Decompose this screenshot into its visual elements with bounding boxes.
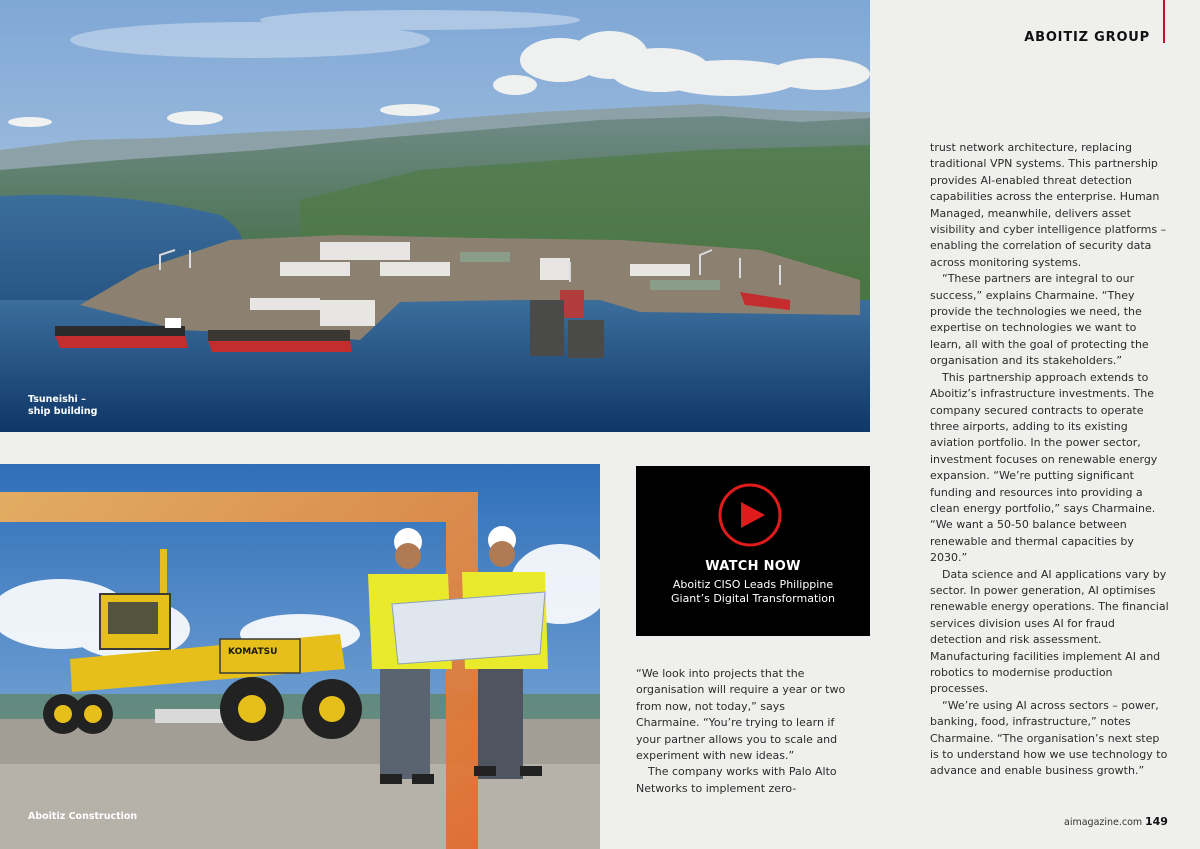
paragraph: “We look into projects that the organisation will require a year or two from now, not today,” says Charmaine. “You’re trying to learn if your partner allows you to scale and experiment with new ideas.” xyxy=(636,667,846,763)
brand-title: ABOITIZ GROUP xyxy=(1024,30,1150,45)
article-column-right xyxy=(930,140,1170,780)
page-number: 149 xyxy=(1145,815,1168,828)
header-accent-line xyxy=(1163,0,1165,43)
shipyard-caption: Tsuneishi – ship building xyxy=(28,394,98,417)
footer-website[interactable]: aimagazine.com xyxy=(1064,817,1143,828)
play-icon[interactable] xyxy=(717,482,783,548)
video-title: Aboitiz CISO Leads Philippine Giant’s Digital Transformation xyxy=(670,578,836,605)
paragraph: trust network architecture, replacing traditional VPN systems. This partnership provides AI-enabled threat detection capabilities across the enterprise. Human Managed, meanwhile, delivers asset visibility and cyber intelligence platforms – enabling the correlation of security data across monitoring systems. xyxy=(930,141,1167,269)
article-column-middle xyxy=(636,666,846,797)
grader-brand-text: KOMATSU xyxy=(228,647,278,657)
shipyard-photo xyxy=(0,0,870,432)
paragraph: “We’re using AI across sectors – power, banking, food, infrastructure,” notes Charmaine. “The organisation’s next step is to understand how we use technology to advance and enable business growth.” xyxy=(930,698,1168,778)
watch-now-label: WATCH NOW xyxy=(705,559,801,574)
construction-caption: Aboitiz Construction xyxy=(28,811,138,822)
paragraph: This partnership approach extends to Aboitiz’s infrastructure investments. The company secured contracts to operate three airports, adding to its existing aviation portfolio. In the power sector, investment focuses on renewable energy expansion. “We’re putting significant funding and resources into providing a clean energy portfolio,” says Charmaine. “We want a 50-50 balance between renewable and thermal capacities by 2030.” xyxy=(930,370,1158,565)
construction-photo xyxy=(0,464,600,849)
paragraph: The company works with Palo Alto Networks to implement zero- xyxy=(636,765,837,795)
video-promo[interactable] xyxy=(636,466,870,636)
paragraph: Data science and AI applications vary by sector. In power generation, AI optimises renewable energy operations. The financial services division uses AI for fraud detection and risk assessment. Manufacturing facilities implement AI and robotics to modernise production processes. xyxy=(930,567,1169,696)
paragraph: “These partners are integral to our success,” explains Charmaine. “They provide the technologies we need, the expertise on technologies we want to learn, all with the goal of protecting the organisation and its stakeholders.” xyxy=(930,272,1149,368)
